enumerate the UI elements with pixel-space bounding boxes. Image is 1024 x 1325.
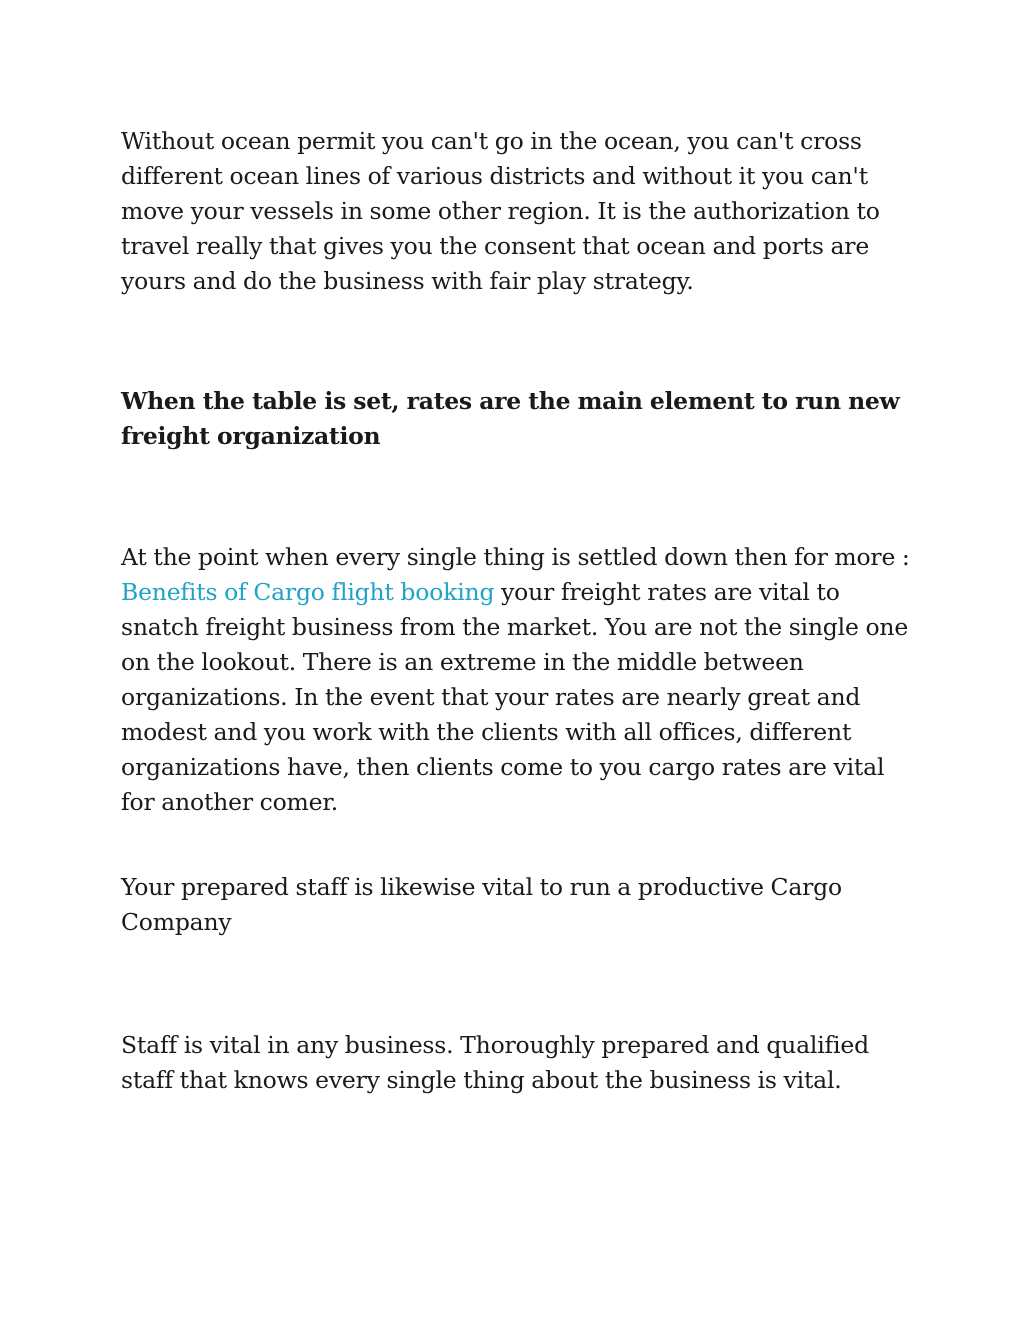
- paragraph-freight-rates: [121, 540, 911, 820]
- paragraph-ocean-permit: Without ocean permit you can't go in the ocean, you can't cross different ocean lines of various districts and without it you can't move your vessels in some other region. It is the authorization to travel really that gives you the consent that ocean and ports are yours and do the business with fair play strategy.: [121, 127, 880, 295]
- benefits-cargo-flight-booking-link[interactable]: Benefits of Cargo flight booking: [121, 578, 495, 606]
- paragraph-text-after-link: your freight rates are vital to snatch freight business from the market. You are not the single one on the lookout. There is an extreme in the middle between organizations. In the event that your rates are nearly great and modest and you work with the clients with all offices, different organizations have, then clients come to you cargo rates are vital for another comer.: [121, 578, 909, 816]
- section-heading-rates: When the table is set, rates are the main element to run new freight organization: [121, 387, 900, 450]
- paragraph-text-before-link: At the point when every single thing is settled down then for more :: [121, 543, 910, 571]
- paragraph-staff-vital: Staff is vital in any business. Thoroughly prepared and qualified staff that knows every single thing about the business is vital.: [121, 1031, 869, 1094]
- paragraph-prepared-staff: Your prepared staff is likewise vital to run a productive Cargo Company: [121, 873, 842, 936]
